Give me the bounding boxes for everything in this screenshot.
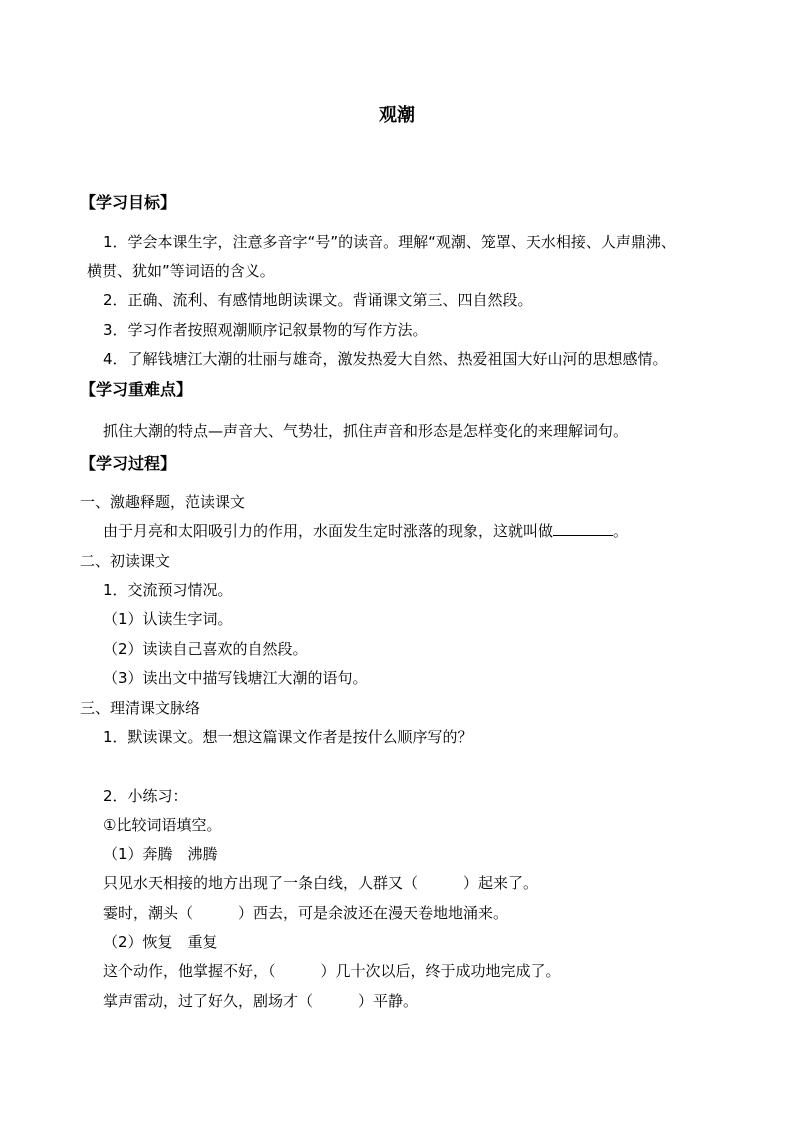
group2-words: （2）恢复 重复: [103, 933, 218, 951]
objective-item-3: 3．学习作者按照观潮顺序记叙景物的写作方法。: [103, 321, 428, 339]
part2-sub-2: （2）读读自己喜欢的自然段。: [103, 640, 308, 658]
exercise-intro: ①比较词语填空。: [103, 816, 222, 834]
part2-item-1: 1．交流预习情况。: [103, 581, 233, 599]
part1-text: [103, 521, 628, 541]
group2-sentence-2: 掌声雷动，过了好久，剧场才（ ）平静。: [103, 992, 419, 1010]
key-points-heading: 【学习重难点】: [80, 380, 193, 399]
group1-sentence-2: 霎时，潮头（ ）西去，可是余波还在漫天卷地地涌来。: [103, 904, 509, 922]
objective-item-4: 4．了解钱塘江大潮的壮丽与雄奇，激发热爱大自然、热爱祖国大好山河的思想感情。: [103, 350, 668, 368]
objectives-heading: 【学习目标】: [80, 193, 177, 212]
objective-item-1-line-2: 横贯、犹如”等词语的含义。: [87, 262, 275, 280]
part3-item-2: 2．小练习：: [103, 787, 188, 805]
group1-words: （1）奔腾 沸腾: [103, 845, 218, 863]
part3-title: 三、理清课文脉络: [80, 699, 201, 717]
part2-title: 二、初读课文: [80, 552, 171, 570]
group2-sentence-1: 这个动作，他掌握不好，（ ）几十次以后，终于成功地完成了。: [103, 962, 561, 980]
key-points-text: 抓住大潮的特点—声音大、气势壮，抓住声音和形态是怎样变化的来理解词句。: [103, 422, 629, 440]
part1-title: 一、激趣释题，范读课文: [80, 493, 246, 511]
part1-text-after: 。: [613, 522, 629, 540]
answer-blank[interactable]: [553, 521, 613, 536]
objective-item-2: 2．正确、流利、有感情地朗读课文。背诵课文第三、四自然段。: [103, 291, 533, 309]
part1-text-before: 由于月亮和太阳吸引力的作用，水面发生定时涨落的现象，这就叫做: [103, 522, 554, 540]
objective-item-1-line-1: 1．学会本课生字，注意多音字“号”的读音。理解“观潮、笼罩、天水相接、人声鼎沸、: [103, 233, 676, 251]
group1-sentence-1: 只见水天相接的地方出现了一条白线，人群又（ ）起来了。: [103, 874, 539, 892]
part2-sub-1: （1）认读生字词。: [103, 610, 233, 628]
process-heading: 【学习过程】: [80, 454, 177, 473]
page-title: 观潮: [379, 105, 415, 126]
part3-item-1: 1．默读课文。想一想这篇课文作者是按什么顺序写的？: [103, 728, 473, 746]
part2-sub-3: （3）读出文中描写钱塘江大潮的语句。: [103, 669, 368, 687]
